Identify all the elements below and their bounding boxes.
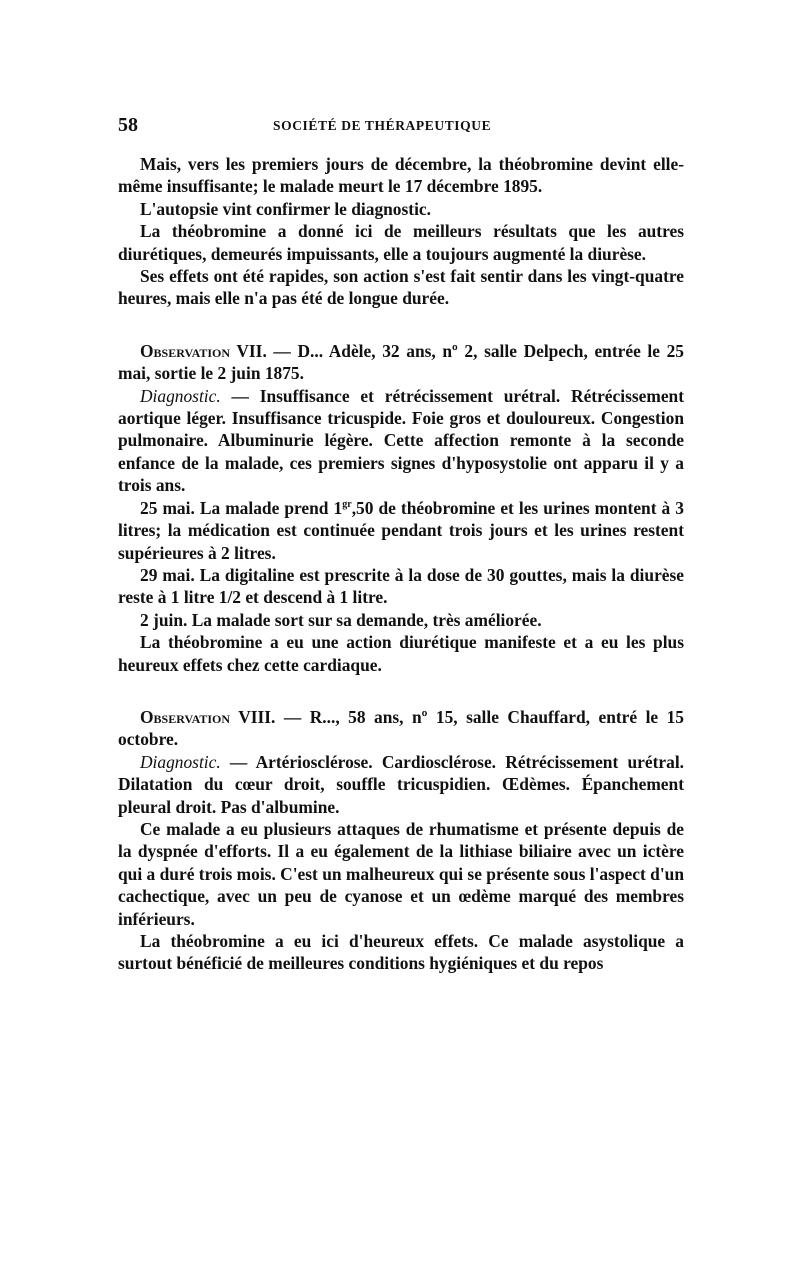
paragraph: L'autopsie vint confirmer le diagnostic. <box>140 198 431 219</box>
observation-7-entry-29-mai: 29 mai. La digitaline est prescrite à la dose de 30 gouttes, mais la diurèse reste à 1 litre 1/2 et descend à 1 litre. <box>118 564 684 608</box>
observation-8-last: La théobromine a eu ici d'heureux effets. Ce malade asystolique a surtout bénéficié de meilleures conditions hygiéniques et du repos <box>118 931 684 974</box>
observation-7-entry-25-mai <box>118 497 684 564</box>
diagnostic-label: Diagnostic. <box>140 751 221 772</box>
diagnostic-text: — Insuffisance et rétrécissement urétral. Rétrécissement aortique léger. Insuffisance tricuspide. Foie gros et douloureux. Congestion pulmonaire. Albuminurie légère. Cette affection remonte à la seconde enfance de la malade, ces premiers signes d'hyposystolie ont apparu il y a trois ans. <box>118 385 684 496</box>
page-header <box>118 114 684 140</box>
entry-text: 25 mai. La malade prend 1 <box>140 497 343 518</box>
paragraph: Ses effets ont été rapides, son action s'est fait sentir dans les vingt-quatre heures, mais elle n'a pas été de longue durée. <box>118 266 684 309</box>
section-spacer <box>118 310 684 340</box>
observation-8-text: VIII. — R..., 58 ans, nº 15, salle Chauffard, entré le 15 octobre. <box>118 706 684 750</box>
diagnostic-text: — Artériosclérose. Cardiosclérose. Rétrécissement urétral. Dilatation du cœur droit, souffle tricuspidien. Œdèmes. Épanchement pleural droit. Pas d'albumine. <box>118 751 684 817</box>
paragraph: La théobromine a donné ici de meilleurs résultats que les autres diurétiques, demeurés impuissants, elle a toujours augmenté la diurèse. <box>118 221 684 264</box>
observation-8-diagnostic <box>118 751 684 818</box>
unit-superscript: gr <box>342 498 352 510</box>
observation-label: Observation <box>140 340 231 361</box>
running-title: SOCIÉTÉ DE THÉRAPEUTIQUE <box>273 118 492 133</box>
observation-7-diagnostic <box>118 385 684 497</box>
paragraph: Mais, vers les premiers jours de décembre, la théobromine devint elle-même insuffisante; le malade meurt le 17 décembre 1895. <box>118 154 684 197</box>
page-body <box>118 153 684 975</box>
observation-8-history: Ce malade a eu plusieurs attaques de rhumatisme et présente depuis de la dyspnée d'efforts. Il a eu également de la lithiase biliaire avec un ictère qui a duré trois mois. C'est un malheureux qui se présente sous l'aspect d'un cachectique, avec un peu de cyanose et un œdème marqué des membres inférieurs. <box>118 818 684 929</box>
entry-text: ,50 de théobromine et les urines montent à 3 litres; la médication est continuée pendant trois jours et les urines restent supérieures à 2 litres. <box>118 497 684 563</box>
observation-7-text: VII. — D... Adèle, 32 ans, nº 2, salle Delpech, entrée le 25 mai, sortie le 2 juin 1875. <box>118 340 684 384</box>
diagnostic-label: Diagnostic. <box>140 385 221 406</box>
observation-7-heading <box>118 340 684 385</box>
section-spacer <box>118 676 684 706</box>
observation-8-heading <box>118 706 684 751</box>
page-number: 58 <box>118 114 138 136</box>
observation-7-entry-2-juin: 2 juin. La malade sort sur sa demande, très améliorée. <box>140 609 542 630</box>
observation-label: Observation <box>140 706 231 727</box>
observation-7-conclusion: La théobromine a eu une action diurétique manifeste et a eu les plus heureux effets chez cette cardiaque. <box>118 632 684 675</box>
